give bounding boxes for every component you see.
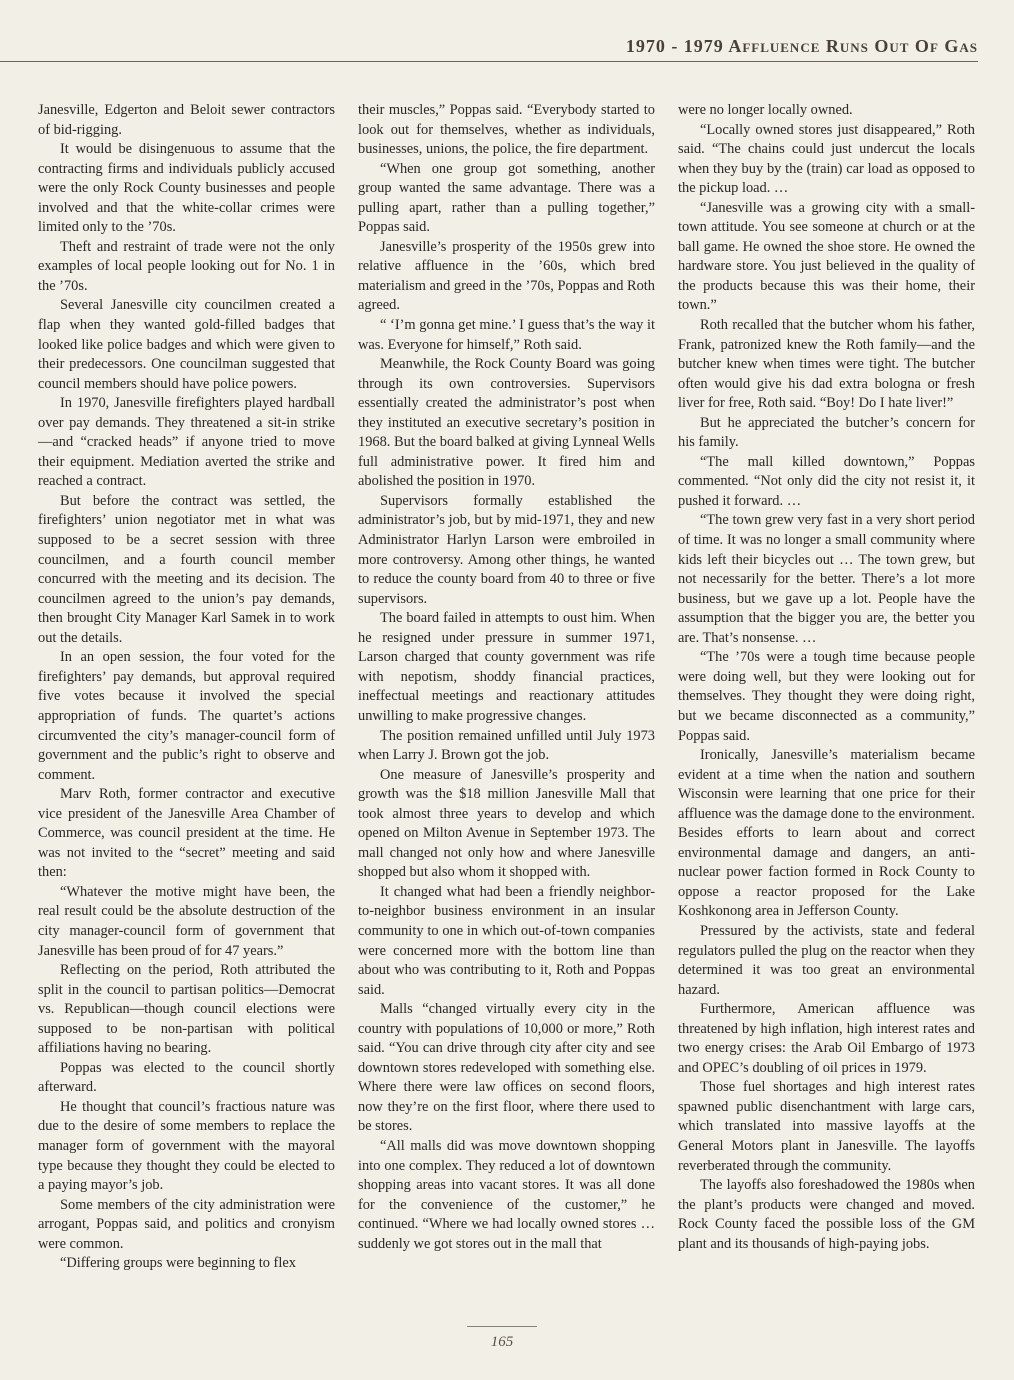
running-header	[0, 0, 1014, 62]
paragraph: Some members of the city administration were arrogant, Poppas said, and politics and cronyism were common.	[38, 1196, 335, 1252]
paragraph: Marv Roth, former contractor and executive vice president of the Janesville Area Chamber of Commerce, was council president at the time. He was not invited to the “secret” meeting and said then:	[38, 786, 335, 881]
text-column-1	[38, 101, 335, 1274]
paragraph: Malls “changed virtually every city in the country with populations of 10,000 or more,” Roth said. “You can drive through city after city and see downtown stores redeveloped with something else. Where there were law offices on second floors, now they’re on the first floor, where there used to be stores.	[358, 1001, 655, 1135]
chapter-title: 1970 - 1979 Affluence Runs Out Of Gas	[625, 36, 978, 56]
paragraph: It would be disingenuous to assume that the contracting firms and individuals publicly accused were the only Rock County businesses and people involved and that the white-collar crimes were limited only to the ’70s.	[38, 141, 335, 236]
paragraph: Janesville, Edgerton and Beloit sewer contractors of bid-rigging.	[38, 102, 335, 138]
paragraph: He thought that council’s fractious nature was due to the desire of some members to replace the manager form of government with the mayoral type because they thought they could be elected to a paying mayor’s job.	[38, 1098, 335, 1194]
paragraph: Meanwhile, the Rock County Board was going through its own controversies. Supervisors essentially created the administrator’s post when they instituted an executive secretary’s position in 1968. But the board balked at giving Lynneal Wells full administrative power. It fired him and abolished the position in 1970.	[358, 356, 655, 490]
paragraph: In 1970, Janesville firefighters played hardball over pay demands. They threatened a sit-in strike—and “cracked heads” if anyone tried to move their equipment. Mediation averted the strike and reached a contract.	[38, 395, 335, 490]
paragraph: were no longer locally owned.	[678, 102, 853, 118]
header-divider	[0, 61, 978, 62]
paragraph: But before the contract was settled, the firefighters’ union negotiator met in what was supposed to be a secret session with three councilmen, and a fourth council member concurred with the meeting and its decision. The councilmen agreed to the union’s pay demands, then brought City Manager Karl Samek in to work out the details.	[38, 492, 335, 646]
paragraph: One measure of Janesville’s prosperity and growth was the $18 million Janesville Mall that took almost three years to develop and which opened on Milton Avenue in September 1973. The mall changed not only how and where Janesville shopped but also whom it shopped with.	[358, 766, 655, 881]
paragraph: “Janesville was a growing city with a small-town attitude. You see someone at church or at the ball game. He owned the shoe store. He owned the hardware store. You just believed in the quality of the products because this was their home, their town.”	[678, 199, 975, 314]
paragraph: “All malls did was move downtown shopping into one complex. They reduced a lot of downtown shopping areas into vacant stores. It was all done for the convenience of the customer,” he continued. “Where we had locally owned stores … suddenly we got stores out in the mall that	[358, 1137, 655, 1252]
paragraph: The position remained unfilled until July 1973 when Larry J. Brown got the job.	[358, 727, 655, 764]
paragraph: “Locally owned stores just disappeared,” Roth said. “The chains could just undercut the locals when they buy by the (train) car load as opposed to the pickup load. …	[678, 121, 975, 197]
paragraph: Pressured by the activists, state and federal regulators pulled the plug on the reactor when they determined it was too great an environmental hazard.	[678, 922, 975, 998]
page-number: 165	[490, 1334, 514, 1350]
paragraph: “Differing groups were beginning to flex	[60, 1255, 296, 1272]
paragraph: Theft and restraint of trade were not the only examples of local people looking out for No. 1 in the ’70s.	[38, 238, 335, 294]
paragraph: “ ‘I’m gonna get mine.’ I guess that’s the way it was. Everyone for himself,” Roth said.	[358, 317, 655, 353]
paragraph: Several Janesville city councilmen created a flap when they wanted gold-filled badges that looked like police badges and which were given to their predecessors. One councilman suggested that council members should have police powers.	[38, 297, 335, 392]
paragraph: The layoffs also foreshadowed the 1980s when the plant’s products were changed and moved. Rock County faced the possible loss of the GM plant and its thousands of high-paying jobs.	[678, 1177, 975, 1252]
paragraph: Poppas was elected to the council shortly afterward.	[38, 1059, 335, 1096]
paragraph: In an open session, the four voted for the firefighters’ pay demands, but approval required five votes because it involved the special appropriation of funds. The quartet’s actions circumvented the city’s manager-council form of government and the public’s right to observe and comment.	[38, 649, 335, 783]
footer-divider	[467, 1326, 537, 1327]
paragraph: Janesville’s prosperity of the 1950s grew into relative affluence in the ’60s, which bred materialism and greed in the ’70s, Poppas and Roth agreed.	[358, 238, 655, 314]
paragraph: Reflecting on the period, Roth attributed the split in the council to partisan politics—Democrat vs. Republican—though council elections were supposed to be non-partisan with political affiliations having no bearing.	[38, 962, 335, 1057]
paragraph: “The ’70s were a tough time because people were doing well, but they were looking out for themselves. They thought they were doing right, but we became disconnected as a community,” Poppas said.	[678, 649, 975, 744]
text-column-3	[678, 101, 975, 1254]
paragraph: “When one group got something, another group wanted the same advantage. There was a pulling apart, rather than a pulling together,” Poppas said.	[358, 160, 655, 236]
paragraph: It changed what had been a friendly neighbor-to-neighbor business environment in an insular community to one in which out-of-town companies were concerned more with the bottom line than about who was contributing to it, Roth and Poppas said.	[358, 883, 655, 998]
paragraph: But he appreciated the butcher’s concern for his family.	[678, 414, 975, 451]
paragraph: The board failed in attempts to oust him. When he resigned under pressure in summer 1971, Larson charged that county government was rife with nepotism, shoddy financial practices, ineffectual meetings and reactionary attitudes unwilling to make progressive changes.	[358, 610, 655, 724]
paragraph: “Whatever the motive might have been, the real result could be the absolute destruction of the city manager-council form of government that Janesville has been proud of for 47 years.”	[38, 883, 335, 959]
paragraph: their muscles,” Poppas said. “Everybody started to look out for themselves, whether as individuals, businesses, unions, the police, the fire department.	[358, 102, 655, 158]
paragraph: “The town grew very fast in a very short period of time. It was no longer a small community where kids left their bicycles out … The town grew, but not necessarily for the better. There’s a lot more business, but we gave up a lot. People have the assumption that the bigger you are, the better you are. That’s nonsense. …	[678, 512, 975, 646]
paragraph: “The mall killed downtown,” Poppas commented. “Not only did the city not resist it, it pushed it forward. …	[678, 453, 975, 509]
paragraph: Ironically, Janesville’s materialism became evident at a time when the nation and southern Wisconsin were learning that one price for their affluence was the damage done to the environment. Besides efforts to learn about and correct environmental damage and dangers, an anti-nuclear power faction formed in Rock County to oppose a reactor proposed for the Lake Koshkonong area in Jefferson County.	[678, 747, 975, 920]
paragraph: Those fuel shortages and high interest rates spawned public disenchantment with large cars, which translated into massive layoffs at the General Motors plant in Janesville. The layoffs reverberated through the community.	[678, 1079, 975, 1174]
text-column-2	[358, 101, 655, 1254]
paragraph: Furthermore, American affluence was threatened by high inflation, high interest rates and two energy crises: the Arab Oil Embargo of 1973 and OPEC’s doubling of oil prices in 1979.	[678, 1001, 975, 1076]
paragraph: Roth recalled that the butcher whom his father, Frank, patronized knew the Roth family—and the butcher knew when times were tight. The butcher often would give his dad extra bologna or fresh liver for free, Roth said. “Boy! Do I hate liver!”	[678, 317, 975, 412]
paragraph: Supervisors formally established the administrator’s job, but by mid-1971, they and new Administrator Harlyn Larson were embroiled in more controversy. Among other things, he wanted to reduce the county board from 40 to three or five supervisors.	[358, 492, 655, 607]
